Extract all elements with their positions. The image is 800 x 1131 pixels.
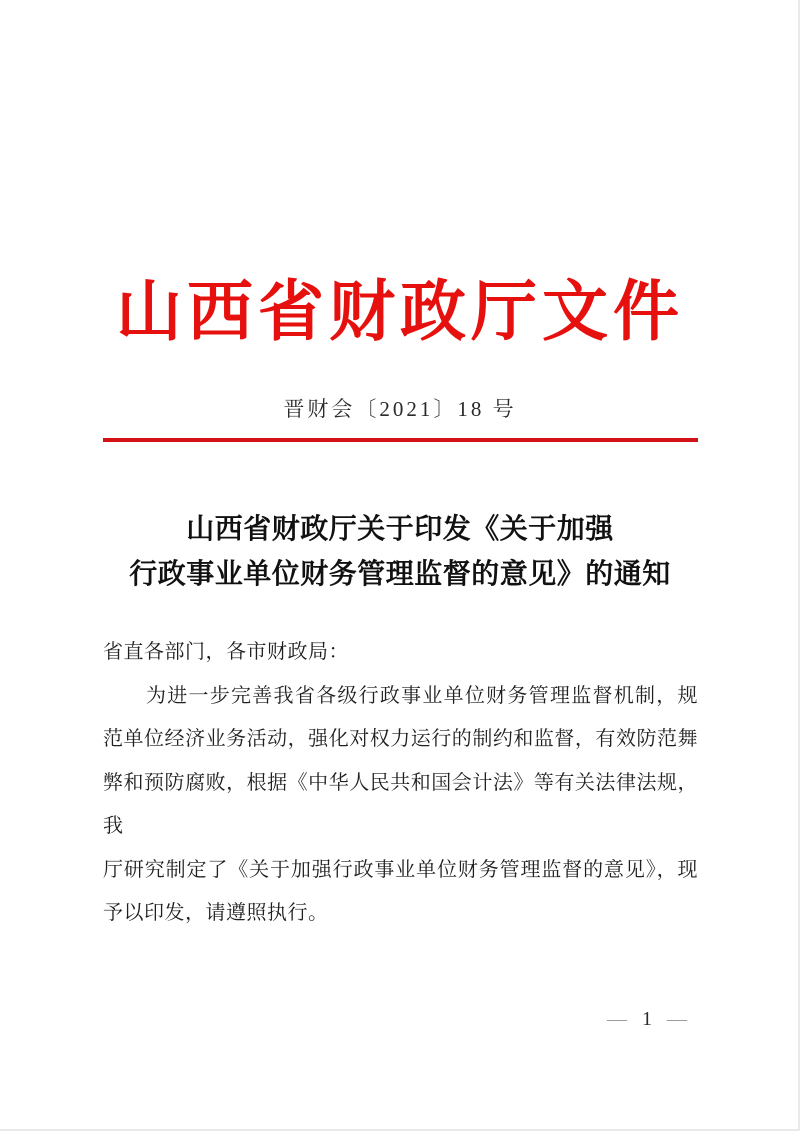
letterhead-agency-title: 山西省财政厅文件 [116, 276, 684, 349]
body-line: 予以印发，请遵照执行。 [103, 902, 329, 924]
page-footer [607, 1006, 687, 1032]
page-number: 1 [642, 1008, 652, 1030]
body-line: 为进一步完善我省各级行政事业单位财务管理监督机制，规 [146, 684, 698, 707]
document-title-line-2: 行政事业单位财务管理监督的意见》的通知 [129, 559, 671, 590]
footer-dash-right: — [667, 1008, 687, 1030]
red-divider-rule [103, 438, 698, 442]
document-body [103, 631, 698, 936]
body-line: 范单位经济业务活动，强化对权力运行的制约和监督，有效防范舞 [103, 728, 698, 750]
document-title-line-1: 山西省财政厅关于印发《关于加强 [186, 514, 614, 545]
body-line: 弊和预防腐败，根据《中华人民共和国会计法》等有关法律法规，我 [103, 771, 698, 837]
body-line: 省直各部门，各市财政局： [103, 641, 349, 663]
document-reference-number: 晋财会〔2021〕18 号 [283, 397, 517, 421]
footer-dash-left: — [607, 1008, 627, 1030]
document-title [0, 507, 800, 597]
body-line: 厅研究制定了《关于加强行政事业单位财务管理监督的意见》，现 [103, 858, 698, 881]
